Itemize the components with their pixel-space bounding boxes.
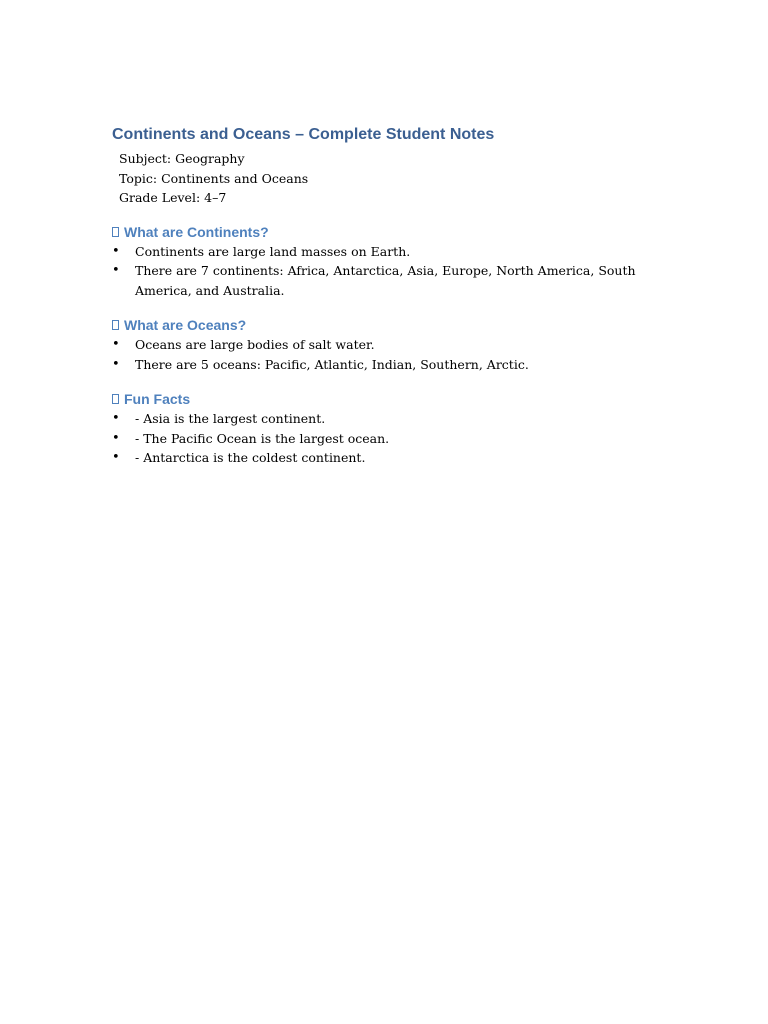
section-heading-text: What are Continents?	[124, 223, 269, 240]
section-heading-text: Fun Facts	[124, 391, 191, 407]
bullet-icon: •	[112, 243, 120, 259]
section-heading-text: What are Oceans?	[124, 317, 247, 333]
missing-glyph-icon	[112, 320, 119, 330]
bullet-icon: •	[112, 411, 120, 426]
missing-glyph-icon	[112, 394, 119, 404]
section-continents	[112, 222, 652, 301]
meta-grade-level: Grade Level: 4–7	[119, 190, 227, 205]
list-item	[112, 335, 652, 355]
list-item-text: Oceans are large bodies of salt water.	[135, 337, 375, 352]
section-oceans	[112, 315, 652, 374]
meta-topic: Topic: Continents and Oceans	[119, 170, 309, 186]
section-heading	[112, 389, 652, 409]
list-item-text: - Antarctica is the coldest continent.	[135, 450, 366, 465]
list-item-text: Continents are large land masses on Earth.	[135, 243, 411, 259]
bullet-icon: •	[112, 430, 120, 446]
bullet-list	[112, 242, 652, 301]
list-item-text: There are 7 continents: Africa, Antarctica, Asia, Europe, North America, South America, and Australia.	[135, 263, 636, 298]
list-item	[112, 242, 652, 262]
list-item-text: There are 5 oceans: Pacific, Atlantic, Indian, Southern, Arctic.	[135, 356, 529, 372]
section-heading	[112, 315, 652, 335]
list-item	[112, 355, 652, 375]
missing-glyph-icon	[112, 227, 119, 237]
bullet-icon: •	[112, 263, 120, 278]
list-item	[112, 448, 652, 468]
meta-subject: Subject: Geography	[119, 151, 245, 166]
list-item	[112, 429, 652, 449]
list-item	[112, 261, 652, 300]
section-fun-facts	[112, 389, 652, 468]
bullet-icon: •	[112, 356, 120, 372]
bullet-icon: •	[112, 450, 120, 465]
document-page	[112, 124, 652, 468]
bullet-icon: •	[112, 337, 120, 352]
document-title: Continents and Oceans – Complete Student Notes	[112, 126, 495, 143]
bullet-list	[112, 335, 652, 374]
document-meta	[112, 149, 652, 208]
list-item-text: - The Pacific Ocean is the largest ocean.	[135, 430, 390, 446]
section-heading	[112, 222, 652, 242]
list-item	[112, 409, 652, 429]
list-item-text: - Asia is the largest continent.	[135, 411, 326, 426]
bullet-list	[112, 409, 652, 468]
